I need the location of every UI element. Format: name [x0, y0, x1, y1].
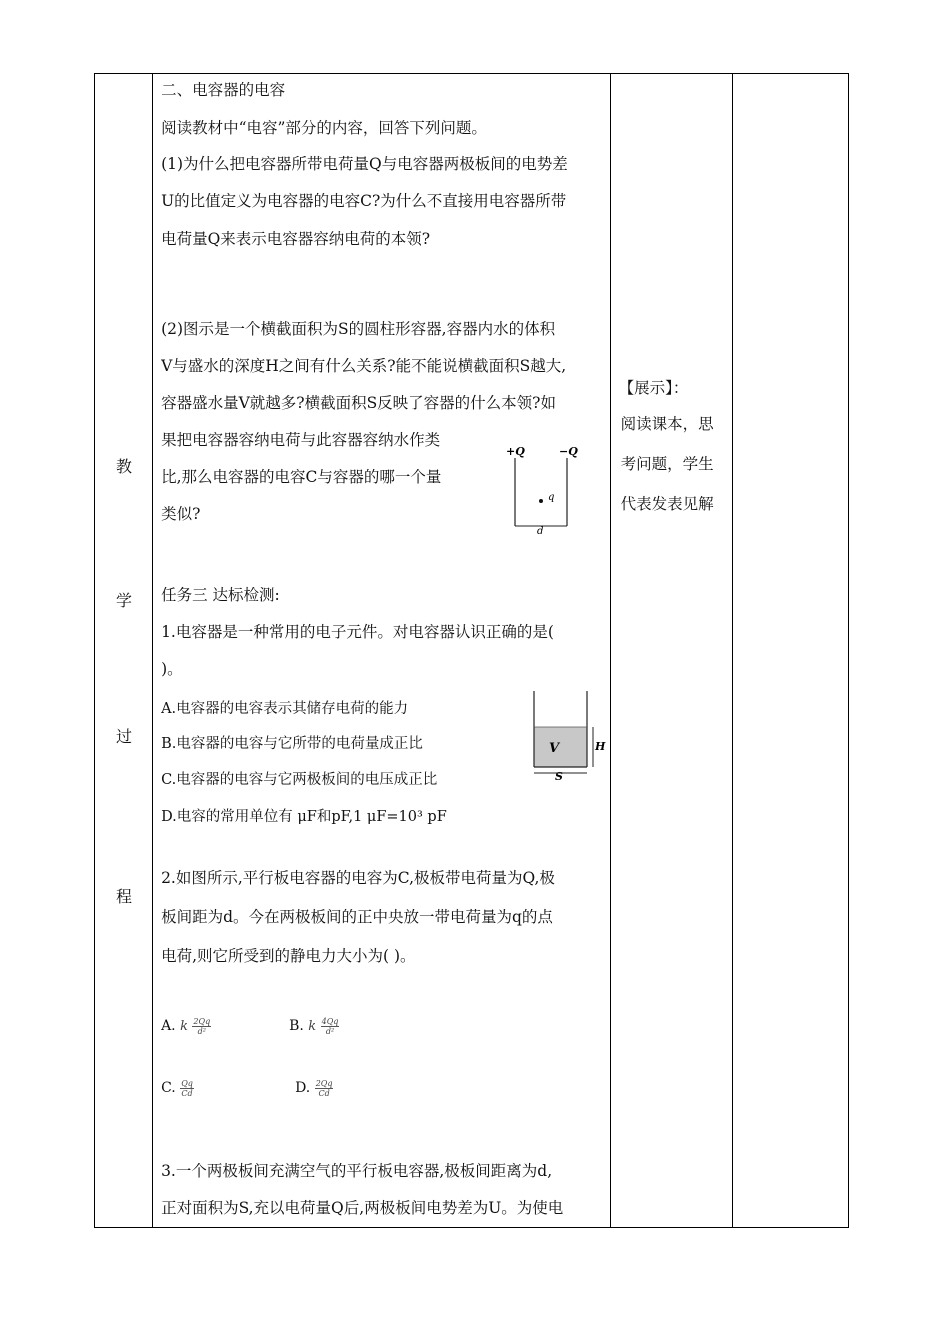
- problem-2-stem: 2.如图所示,平行板电容器的电容为C,极板带电荷量为Q,极: [161, 869, 555, 887]
- problem-1-stem: )。: [161, 660, 183, 678]
- plus-q-label: +Q: [506, 445, 525, 458]
- problem-2-option-d: [295, 1074, 333, 1102]
- option-b-numerator: 4Qq: [321, 1016, 339, 1026]
- question-1-line: 电荷量Q来表示电容器容纳电荷的本领?: [161, 230, 431, 248]
- option-c-letter: C.: [161, 1080, 176, 1096]
- question-2-line: 果把电容器容纳电荷与此容器容纳水作类: [161, 431, 441, 449]
- problem-2-stem: 电荷,则它所受到的静电力大小为( )。: [161, 947, 416, 965]
- problem-2-option-b: [289, 1012, 339, 1041]
- container-figure: [527, 689, 607, 784]
- option-a-k: k: [180, 1019, 188, 1034]
- problem-1-option-d: D.电容的常用单位有 μF和pF,1 μF=10³ pF: [161, 809, 447, 825]
- stage-char-1: 教: [115, 457, 132, 476]
- option-b-k: k: [308, 1019, 317, 1034]
- problem-1-option-a: A.电容器的电容表示其储存电荷的能力: [161, 701, 409, 717]
- option-a-numerator: 2Qq: [193, 1016, 211, 1026]
- option-c-numerator: Qq: [181, 1078, 193, 1088]
- capacitor-figure: [505, 442, 585, 538]
- stage-char-4: 程: [115, 887, 132, 906]
- option-d-letter: D.: [295, 1080, 311, 1096]
- option-c-denominator: Cd: [181, 1088, 193, 1098]
- section-title: 二、电容器的电容: [161, 81, 286, 99]
- display-title: 【展示】：: [618, 379, 689, 397]
- charge-label: q: [548, 492, 555, 503]
- lesson-table: [94, 73, 849, 1228]
- reading-instruction: 阅读教材中“电容”部分的内容，回答下列问题。: [161, 119, 487, 137]
- option-a-denominator: d²: [197, 1026, 206, 1036]
- question-2-line: V与盛水的深度H之间有什么关系?能不能说横截面积S越大,: [161, 357, 567, 375]
- question-2-line: 容器盛水量V就越多?横截面积S反映了容器的什么本领?如: [161, 394, 556, 412]
- problem-3-stem: 3.一个两极板间充满空气的平行板电容器,极板间距离为d,: [161, 1162, 553, 1180]
- area-label: S: [555, 770, 564, 783]
- volume-label: V: [549, 741, 560, 756]
- option-a-letter: A.: [161, 1018, 176, 1034]
- option-b-fraction: [321, 1017, 340, 1036]
- stage-column: [95, 74, 153, 1228]
- question-2-line: (2)图示是一个横截面积为S的圆柱形容器,容器内水的体积: [161, 320, 556, 338]
- distance-label: d: [537, 526, 544, 537]
- question-1-line: U的比值定义为电容器的电容C?为什么不直接用电容器所带: [161, 192, 567, 210]
- notes-column: [610, 74, 732, 1228]
- stage-char-2: 学: [115, 591, 132, 610]
- task-3-title: 任务三 达标检测:: [161, 586, 280, 604]
- problem-2-stem: 板间距为d。今在两极板间的正中央放一带电荷量为q的点: [161, 908, 553, 926]
- height-label: H: [595, 740, 606, 753]
- empty-column: [732, 74, 848, 1228]
- option-c-fraction: [180, 1079, 194, 1098]
- option-d-denominator: Cd: [318, 1088, 330, 1098]
- option-b-letter: B.: [289, 1018, 304, 1034]
- option-b-denominator: d²: [325, 1026, 335, 1036]
- question-2-line: 比,那么电容器的电容C与容器的哪一个量: [161, 468, 442, 486]
- question-2-line: 类似?: [161, 505, 201, 523]
- display-line: 阅读课本，思: [620, 415, 714, 433]
- minus-q-label: −Q: [559, 445, 578, 458]
- question-1-line: (1)为什么把电容器所带电荷量Q与电容器两极板间的电势差: [161, 155, 568, 173]
- problem-1-option-c: C.电容器的电容与它两极板间的电压成正比: [161, 772, 438, 788]
- problem-2-option-c: [161, 1074, 194, 1102]
- stage-char-3: 过: [115, 727, 132, 746]
- option-d-numerator: 2Qq: [315, 1078, 333, 1088]
- display-line: 考问题，学生: [620, 455, 714, 473]
- option-a-fraction: [192, 1017, 211, 1036]
- problem-1-stem: 1.电容器是一种常用的电子元件。对电容器认识正确的是(: [161, 623, 554, 641]
- problem-1-option-b: B.电容器的电容与它所带的电荷量成正比: [161, 736, 423, 752]
- problem-2-option-a: [161, 1012, 211, 1041]
- display-line: 代表发表见解: [620, 495, 714, 513]
- content-column: [153, 74, 611, 1228]
- option-d-fraction: [315, 1079, 334, 1098]
- problem-3-stem: 正对面积为S,充以电荷量Q后,两极板间电势差为U。为使电: [161, 1199, 564, 1217]
